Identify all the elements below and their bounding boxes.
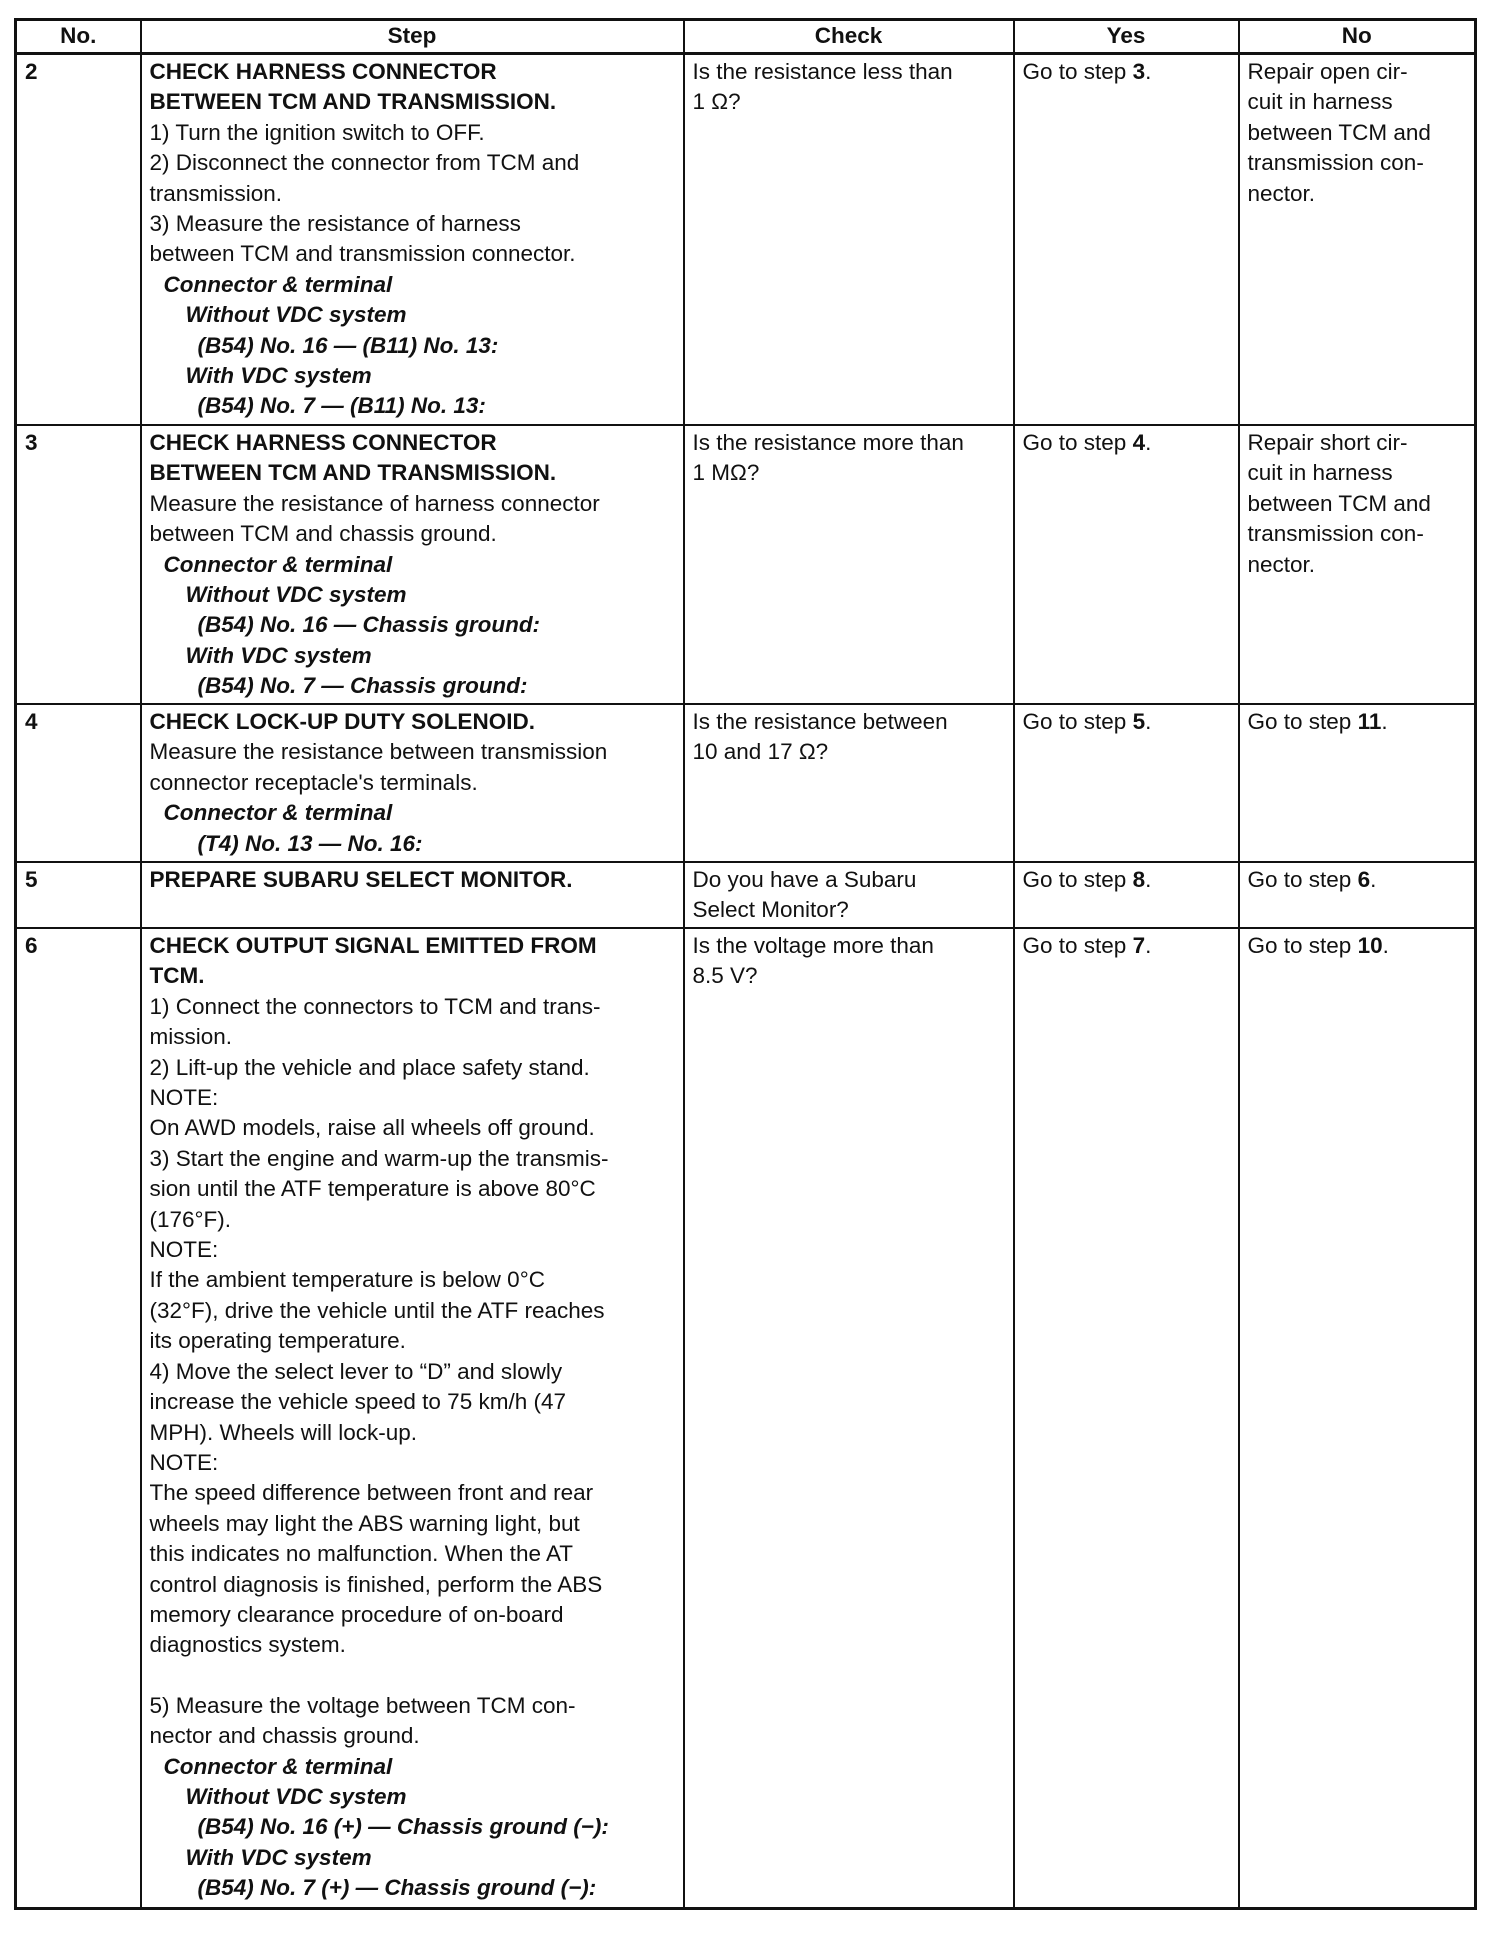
table-row xyxy=(16,862,1476,928)
check-text-line: 10 and 17 Ω? xyxy=(692,739,829,765)
check-text-line: Is the resistance more than xyxy=(692,430,964,455)
step-heading-line: CHECK LOCK-UP DUTY SOLENOID. xyxy=(149,709,535,734)
blank-line xyxy=(150,1661,675,1691)
check-question xyxy=(684,862,1014,928)
goto-prefix: Go to step xyxy=(1247,933,1358,958)
terminal-spec: (B54) No. 7 (+) — Chassis ground (−): xyxy=(197,1875,597,1901)
no-goto xyxy=(1248,707,1467,737)
step-text-line: between TCM and chassis ground. xyxy=(149,521,497,547)
terminal-spec: (B54) No. 7 — (B11) No. 13: xyxy=(197,393,486,419)
no-action-line: between TCM and xyxy=(1247,119,1431,145)
step-text-line: NOTE: xyxy=(149,1449,219,1475)
goto-prefix: Go to step xyxy=(1022,867,1133,892)
check-text-line: Is the resistance between xyxy=(692,709,948,734)
step-number: 3 xyxy=(16,425,141,704)
step-text-line: 4) Move the select lever to “D” and slowly xyxy=(149,1358,563,1384)
yes-goto xyxy=(1023,428,1230,458)
step-text-line: control diagnosis is finished, perform the ABS xyxy=(149,1571,603,1597)
check-text-line: Select Monitor? xyxy=(692,897,849,923)
step-number: 2 xyxy=(16,54,141,426)
no-action xyxy=(1239,425,1476,704)
table-header-row xyxy=(16,20,1476,54)
goto-step-number: 3 xyxy=(1132,59,1146,84)
step-heading-line: CHECK HARNESS CONNECTOR xyxy=(149,59,497,84)
no-action xyxy=(1239,862,1476,928)
yes-action xyxy=(1014,54,1239,426)
goto-step-number: 7 xyxy=(1132,933,1146,958)
step-number: 5 xyxy=(16,862,141,928)
yes-goto xyxy=(1023,57,1230,87)
step-text-line: memory clearance procedure of on-board xyxy=(149,1601,564,1627)
goto-step-number: 8 xyxy=(1132,867,1146,892)
step-text-line: transmission. xyxy=(149,180,283,206)
no-action-line: cuit in harness xyxy=(1247,460,1393,486)
no-action xyxy=(1239,704,1476,862)
terminal-spec: (B54) No. 16 (+) — Chassis ground (−): xyxy=(197,1814,609,1840)
step-heading-line: CHECK HARNESS CONNECTOR xyxy=(149,430,497,455)
step-text-line: wheels may light the ABS warning light, but xyxy=(149,1510,580,1536)
goto-prefix: Go to step xyxy=(1022,709,1133,734)
goto-step-number: 5 xyxy=(1132,709,1146,734)
step-text-line: connector receptacle's terminals. xyxy=(149,769,478,795)
check-text-line: 8.5 V? xyxy=(692,963,758,989)
step-text-line: Measure the resistance between transmission xyxy=(149,739,608,765)
header-yes: Yes xyxy=(1014,20,1239,54)
terminal-spec: (B54) No. 16 — Chassis ground: xyxy=(197,612,541,638)
vdc-variant-label: Without VDC system xyxy=(185,302,407,328)
step-description xyxy=(141,54,684,426)
step-text-line: mission. xyxy=(149,1024,233,1050)
no-action-line: transmission con- xyxy=(1247,521,1424,547)
table-row xyxy=(16,704,1476,862)
step-text-line: On AWD models, raise all wheels off ground. xyxy=(149,1115,595,1141)
check-question xyxy=(684,928,1014,1909)
no-action xyxy=(1239,54,1476,426)
step-number: 4 xyxy=(16,704,141,862)
check-text-line: Is the resistance less than xyxy=(692,59,953,84)
table-row xyxy=(16,54,1476,426)
connector-terminal-label: Connector & terminal xyxy=(163,271,393,297)
goto-step-number: 6 xyxy=(1357,867,1371,892)
goto-suffix: . xyxy=(1382,933,1389,958)
header-check: Check xyxy=(684,20,1014,54)
no-action-line: nector. xyxy=(1247,180,1316,206)
yes-goto xyxy=(1023,865,1230,895)
no-goto xyxy=(1248,865,1467,895)
goto-prefix: Go to step xyxy=(1247,709,1358,734)
check-text-line: Do you have a Subaru xyxy=(692,867,917,892)
yes-action xyxy=(1014,928,1239,1909)
table-row xyxy=(16,928,1476,1909)
vdc-variant-label: With VDC system xyxy=(185,363,372,389)
step-text-line: 3) Start the engine and warm-up the transmis- xyxy=(149,1145,609,1171)
diagnostic-procedure-table xyxy=(14,18,1477,1910)
goto-prefix: Go to step xyxy=(1247,867,1358,892)
step-description xyxy=(141,425,684,704)
step-text-line: 2) Lift-up the vehicle and place safety stand. xyxy=(149,1054,590,1080)
terminal-spec: (T4) No. 13 — No. 16: xyxy=(197,830,423,856)
step-text-line: increase the vehicle speed to 75 km/h (47 xyxy=(149,1389,566,1415)
goto-step-number: 11 xyxy=(1357,709,1382,734)
step-text-line: MPH). Wheels will lock-up. xyxy=(149,1419,418,1445)
step-text-line: this indicates no malfunction. When the AT xyxy=(149,1541,574,1567)
step-text-line: 1) Connect the connectors to TCM and trans- xyxy=(149,993,601,1019)
step-text-line: NOTE: xyxy=(149,1085,219,1111)
vdc-variant-label: With VDC system xyxy=(185,642,372,668)
step-text-line: (176°F). xyxy=(149,1206,232,1232)
step-text-line: (32°F), drive the vehicle until the ATF reaches xyxy=(149,1297,605,1323)
yes-action xyxy=(1014,862,1239,928)
step-text-line: between TCM and transmission connector. xyxy=(149,241,576,267)
connector-terminal-label: Connector & terminal xyxy=(163,800,393,826)
step-text-line: 2) Disconnect the connector from TCM and xyxy=(149,150,580,176)
step-description xyxy=(141,862,684,928)
vdc-variant-label: Without VDC system xyxy=(185,582,407,608)
goto-prefix: Go to step xyxy=(1022,59,1133,84)
check-question xyxy=(684,704,1014,862)
no-action xyxy=(1239,928,1476,1909)
step-text-line: 3) Measure the resistance of harness xyxy=(149,211,521,237)
connector-terminal-label: Connector & terminal xyxy=(163,1753,393,1779)
step-heading-line: BETWEEN TCM AND TRANSMISSION. xyxy=(149,460,557,486)
vdc-variant-label: With VDC system xyxy=(185,1844,372,1870)
goto-suffix: . xyxy=(1145,933,1152,958)
step-text-line: NOTE: xyxy=(149,1237,219,1263)
step-description xyxy=(141,704,684,862)
goto-suffix: . xyxy=(1145,59,1152,84)
yes-goto xyxy=(1023,707,1230,737)
header-no-action: No xyxy=(1239,20,1476,54)
goto-suffix: . xyxy=(1145,709,1152,734)
step-text-line: The speed difference between front and rear xyxy=(149,1480,594,1506)
no-action-line: Repair short cir- xyxy=(1247,430,1408,455)
connector-terminal-label: Connector & terminal xyxy=(163,551,393,577)
step-heading-line: PREPARE SUBARU SELECT MONITOR. xyxy=(149,867,573,892)
goto-step-number: 10 xyxy=(1357,933,1383,958)
step-heading-line: TCM. xyxy=(149,963,205,989)
no-action-line: between TCM and xyxy=(1247,490,1431,516)
no-action-line: nector. xyxy=(1247,551,1316,577)
header-step: Step xyxy=(141,20,684,54)
step-text-line: 1) Turn the ignition switch to OFF. xyxy=(149,119,485,145)
step-number: 6 xyxy=(16,928,141,1909)
check-text-line: 1 MΩ? xyxy=(692,460,760,486)
check-text-line: Is the voltage more than xyxy=(692,933,934,958)
no-action-line: Repair open cir- xyxy=(1247,59,1408,84)
check-text-line: 1 Ω? xyxy=(692,89,741,115)
vdc-variant-label: Without VDC system xyxy=(185,1783,407,1809)
goto-suffix: . xyxy=(1145,430,1152,455)
check-question xyxy=(684,54,1014,426)
step-text-line: its operating temperature. xyxy=(149,1328,406,1354)
step-text-line: nector and chassis ground. xyxy=(149,1723,420,1749)
step-text-line: diagnostics system. xyxy=(149,1632,346,1658)
header-no: No. xyxy=(16,20,141,54)
terminal-spec: (B54) No. 7 — Chassis ground: xyxy=(197,673,528,699)
no-action-line: cuit in harness xyxy=(1247,89,1393,115)
step-text-line: Measure the resistance of harness connector xyxy=(149,490,600,516)
goto-suffix: . xyxy=(1381,709,1388,734)
step-heading-line: CHECK OUTPUT SIGNAL EMITTED FROM xyxy=(149,933,597,958)
yes-action xyxy=(1014,425,1239,704)
step-text-line: sion until the ATF temperature is above 80°C xyxy=(149,1176,596,1202)
goto-prefix: Go to step xyxy=(1022,933,1133,958)
step-text-line: If the ambient temperature is below 0°C xyxy=(149,1267,545,1293)
goto-step-number: 4 xyxy=(1132,430,1146,455)
no-action-line: transmission con- xyxy=(1247,150,1424,176)
yes-goto xyxy=(1023,931,1230,961)
terminal-spec: (B54) No. 16 — (B11) No. 13: xyxy=(197,332,499,358)
goto-suffix: . xyxy=(1145,867,1152,892)
step-heading-line: BETWEEN TCM AND TRANSMISSION. xyxy=(149,89,557,115)
table-row xyxy=(16,425,1476,704)
no-goto xyxy=(1248,931,1467,961)
check-question xyxy=(684,425,1014,704)
step-text-line: 5) Measure the voltage between TCM con- xyxy=(149,1692,576,1718)
goto-prefix: Go to step xyxy=(1022,430,1133,455)
yes-action xyxy=(1014,704,1239,862)
goto-suffix: . xyxy=(1370,867,1377,892)
step-description xyxy=(141,928,684,1909)
